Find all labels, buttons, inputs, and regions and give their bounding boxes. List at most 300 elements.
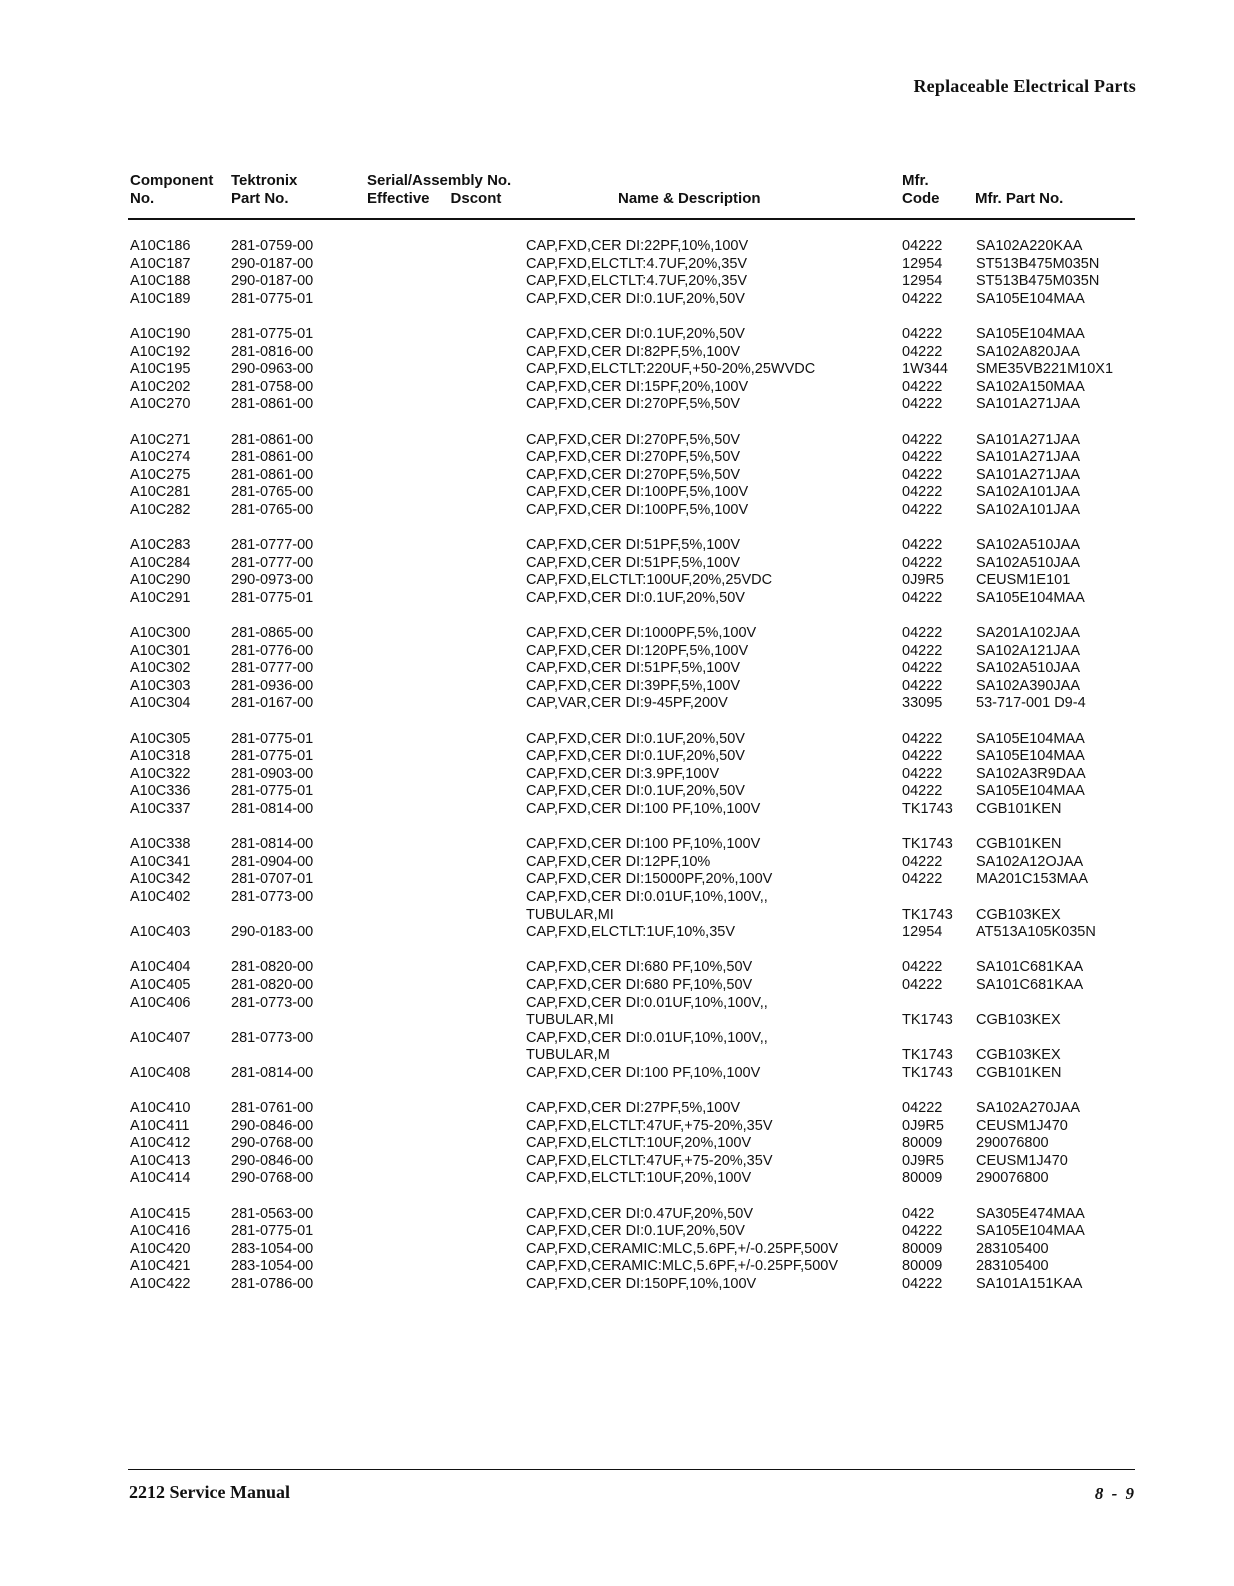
column-header-mfr-code-line2: Code [902,190,940,207]
component-number: A10C412 [130,1135,191,1152]
row-group [0,836,1234,942]
name-description: CAP,FXD,CER DI:22PF,10%,100V [526,238,749,254]
mfr-part-number: SA101A151KAA [976,1276,1083,1293]
tektronix-part-number: 283-1054-00 [231,1258,314,1275]
mfr-part-number: SA102A150MAA [976,378,1085,395]
footer-manual-title: 2212 Service Manual [129,1482,290,1502]
table-row [0,467,1234,485]
name-description: CAP,FXD,CER DI:1000PF,5%,100V [526,625,757,642]
mfr-code: 80009 [902,1170,943,1187]
name-description: CAP,FXD,ELCTLT:10UF,20%,100V [526,1170,752,1187]
table-row [0,731,1234,749]
tektronix-part-number: 281-0773-00 [231,888,314,905]
column-header-name-description: Name & Description [618,190,761,207]
name-description: CAP,FXD,CER DI:0.01UF,10%,100V,, [526,1029,768,1046]
mfr-part-number: 283105400 [976,1258,1049,1275]
mfr-code: 33095 [902,695,943,712]
table-row [0,238,1234,256]
tektronix-part-number: 281-0936-00 [231,677,314,694]
tektronix-part-number: 281-0816-00 [231,343,314,360]
tektronix-part-number: 290-0768-00 [231,1135,314,1152]
component-number: A10C303 [130,677,191,694]
tektronix-part-number: 281-0759-00 [231,238,314,254]
mfr-code: 04222 [902,871,943,888]
name-description: CAP,FXD,CER DI:270PF,5%,50V [526,449,741,466]
mfr-code: 1W344 [902,361,948,378]
mfr-part-number: 283105400 [976,1240,1049,1257]
tektronix-part-number: 281-0761-00 [231,1100,314,1117]
name-description: CAP,FXD,ELCTLT:1UF,10%,35V [526,924,735,941]
table-row [0,889,1234,907]
mfr-part-number: SA102A101JAA [976,484,1080,501]
component-number: A10C290 [130,572,191,589]
table-row [0,1170,1234,1188]
component-number: A10C413 [130,1152,191,1169]
name-description: CAP,FXD,CERAMIC:MLC,5.6PF,+/-0.25PF,500V [526,1240,839,1257]
mfr-part-number: SA101C681KAA [976,976,1084,993]
component-number: A10C301 [130,642,191,659]
mfr-code: 04222 [902,959,943,976]
component-number: A10C284 [130,554,191,571]
mfr-part-number: AT513A105K035N [976,924,1096,941]
component-number: A10C336 [130,783,191,800]
column-header-serial-line1: Serial/Assembly No. [367,172,512,189]
table-row [0,625,1234,643]
table-row [0,1276,1234,1294]
row-group [0,238,1234,308]
mfr-code: TK1743 [902,1012,953,1029]
component-number: A10C300 [130,625,191,642]
name-description: CAP,FXD,CER DI:12PF,10% [526,853,711,870]
mfr-code: 04222 [902,537,943,554]
mfr-code: 80009 [902,1135,943,1152]
name-description: CAP,FXD,CER DI:51PF,5%,100V [526,660,741,677]
mfr-part-number: CGB103KEX [976,1047,1061,1064]
mfr-code: 04222 [902,449,943,466]
table-row [0,590,1234,608]
mfr-part-number: SA102A510JAA [976,660,1080,677]
column-header-dscont: Dscont [450,190,502,207]
name-description: CAP,FXD,ELCTLT:10UF,20%,100V [526,1135,752,1152]
tektronix-part-number: 281-0775-01 [231,748,314,765]
header-rule [128,218,1135,220]
table-row [0,959,1234,977]
tektronix-part-number: 290-0768-00 [231,1170,314,1187]
tektronix-part-number: 283-1054-00 [231,1240,314,1257]
mfr-part-number: SA102A220KAA [976,238,1083,254]
table-row [0,396,1234,414]
name-description: CAP,FXD,CER DI:0.1UF,20%,50V [526,325,745,342]
mfr-code: 04222 [902,554,943,571]
tektronix-part-number: 281-0775-01 [231,730,314,747]
tektronix-part-number: 290-0846-00 [231,1152,314,1169]
name-description: CAP,FXD,CER DI:120PF,5%,100V [526,642,749,659]
name-description: CAP,FXD,CER DI:15000PF,20%,100V [526,871,773,888]
table-row [0,537,1234,555]
name-description: CAP,FXD,CER DI:100PF,5%,100V [526,501,749,518]
component-number: A10C190 [130,325,191,342]
name-description: CAP,FXD,ELCTLT:4.7UF,20%,35V [526,255,748,272]
tektronix-part-number: 281-0775-01 [231,783,314,800]
table-row [0,502,1234,520]
name-description: CAP,VAR,CER DI:9-45PF,200V [526,695,728,712]
table-row [0,783,1234,801]
mfr-code: 0J9R5 [902,1152,944,1169]
name-description: CAP,FXD,ELCTLT:100UF,20%,25VDC [526,572,773,589]
mfr-code: 04222 [902,1100,943,1117]
table-row [0,1030,1234,1048]
component-number: A10C195 [130,361,191,378]
mfr-part-number: SA101A271JAA [976,396,1080,413]
mfr-code: 04222 [902,642,943,659]
tektronix-part-number: 281-0777-00 [231,537,314,554]
tektronix-part-number: 281-0903-00 [231,765,314,782]
name-description: CAP,FXD,ELCTLT:4.7UF,20%,35V [526,273,748,290]
name-description: CAP,FXD,CER DI:150PF,10%,100V [526,1276,757,1293]
component-number: A10C422 [130,1276,191,1293]
mfr-part-number: SA105E104MAA [976,290,1085,307]
footer-rule [128,1469,1135,1470]
mfr-part-number: SA105E104MAA [976,730,1085,747]
component-number: A10C410 [130,1100,191,1117]
mfr-code: 04222 [902,396,943,413]
column-header-tektronix-line2: Part No. [231,190,289,207]
name-description: CAP,FXD,CERAMIC:MLC,5.6PF,+/-0.25PF,500V [526,1258,839,1275]
tektronix-part-number: 290-0187-00 [231,255,314,272]
mfr-code: 12954 [902,255,943,272]
mfr-code: 04222 [902,343,943,360]
table-row [0,555,1234,573]
tektronix-part-number: 281-0775-01 [231,1223,314,1240]
tektronix-part-number: 281-0820-00 [231,976,314,993]
name-description: CAP,FXD,ELCTLT:47UF,+75-20%,35V [526,1152,773,1169]
component-number: A10C189 [130,290,191,307]
column-header-mfr-code-line1: Mfr. [902,172,929,189]
tektronix-part-number: 281-0773-00 [231,1029,314,1046]
component-number: A10C275 [130,466,191,483]
name-description: CAP,FXD,CER DI:82PF,5%,100V [526,343,741,360]
mfr-code: 04222 [902,325,943,342]
mfr-part-number: SA102A270JAA [976,1100,1080,1117]
component-number: A10C305 [130,730,191,747]
component-number: A10C186 [130,238,191,254]
table-row [0,695,1234,713]
name-description: CAP,FXD,CER DI:3.9PF,100V [526,765,720,782]
table-row [0,748,1234,766]
component-number: A10C192 [130,343,191,360]
mfr-part-number: ST513B475M035N [976,273,1100,290]
name-description: CAP,FXD,CER DI:0.1UF,20%,50V [526,730,745,747]
table-row [0,572,1234,590]
table-row [0,449,1234,467]
component-number: A10C407 [130,1029,191,1046]
tektronix-part-number: 281-0775-01 [231,290,314,307]
mfr-part-number: CGB101KEN [976,1064,1062,1081]
name-description: CAP,FXD,CER DI:0.1UF,20%,50V [526,1223,745,1240]
column-header-serial [367,172,511,208]
table-row [0,1065,1234,1083]
tektronix-part-number: 281-0167-00 [231,695,314,712]
name-description: CAP,FXD,CER DI:0.01UF,10%,100V,, [526,888,768,905]
mfr-code: 12954 [902,273,943,290]
component-number: A10C188 [130,273,191,290]
mfr-part-number: SA105E104MAA [976,1223,1085,1240]
mfr-part-number: SA105E104MAA [976,748,1085,765]
component-number: A10C421 [130,1258,191,1275]
table-row [0,344,1234,362]
mfr-code: 04222 [902,466,943,483]
tektronix-part-number: 281-0814-00 [231,836,314,853]
mfr-part-number: 290076800 [976,1135,1049,1152]
name-description: CAP,FXD,CER DI:15PF,20%,100V [526,378,749,395]
row-group [0,432,1234,520]
component-number: A10C271 [130,431,191,448]
tektronix-part-number: 281-0865-00 [231,625,314,642]
column-header-tektronix-line1: Tektronix [231,172,298,189]
name-description: CAP,FXD,CER DI:100PF,5%,100V [526,484,749,501]
mfr-part-number: SA105E104MAA [976,325,1085,342]
mfr-part-number: SA102A510JAA [976,537,1080,554]
mfr-code: 04222 [902,378,943,395]
name-description: CAP,FXD,CER DI:0.1UF,20%,50V [526,589,745,606]
name-description: TUBULAR,M [526,1047,610,1064]
mfr-code: 04222 [902,484,943,501]
mfr-part-number: CGB101KEN [976,801,1062,817]
component-number: A10C341 [130,853,191,870]
table-row [0,995,1234,1013]
component-number: A10C281 [130,484,191,501]
table-row [0,871,1234,889]
name-description: CAP,FXD,CER DI:0.1UF,20%,50V [526,290,745,307]
mfr-code: 04222 [902,1276,943,1293]
mfr-part-number: CGB103KEX [976,1012,1061,1029]
mfr-code: 04222 [902,501,943,518]
name-description: CAP,FXD,ELCTLT:220UF,+50-20%,25WVDC [526,361,816,378]
mfr-code: 04222 [902,748,943,765]
column-header-serial-line2 [367,190,511,208]
name-description: CAP,FXD,CER DI:0.47UF,20%,50V [526,1205,753,1222]
component-number: A10C270 [130,396,191,413]
mfr-part-number: SA101C681KAA [976,959,1084,976]
tektronix-part-number: 281-0814-00 [231,801,314,817]
name-description: CAP,FXD,CER DI:270PF,5%,50V [526,396,741,413]
name-description: CAP,FXD,CER DI:680 PF,10%,50V [526,959,753,976]
row-group [0,625,1234,713]
mfr-part-number: CEUSM1J470 [976,1152,1068,1169]
mfr-code: 0J9R5 [902,1117,944,1134]
column-header-component [130,172,213,208]
tektronix-part-number: 281-0765-00 [231,484,314,501]
table-row [0,432,1234,450]
mfr-part-number: SME35VB221M10X1 [976,361,1114,378]
mfr-code: 04222 [902,431,943,448]
component-number: A10C342 [130,871,191,888]
tektronix-part-number: 281-0861-00 [231,466,314,483]
table-row [0,801,1234,819]
column-header-mfr-code [902,172,940,208]
table-row [0,1012,1234,1030]
table-row [0,1206,1234,1224]
mfr-part-number: SA101A271JAA [976,449,1080,466]
mfr-part-number: SA102A101JAA [976,501,1080,518]
table-row [0,1135,1234,1153]
table-row [0,1153,1234,1171]
row-group [0,1206,1234,1294]
table-row [0,1223,1234,1241]
mfr-code: TK1743 [902,906,953,923]
name-description: CAP,FXD,CER DI:270PF,5%,50V [526,431,741,448]
mfr-part-number: SA102A510JAA [976,554,1080,571]
table-row [0,1258,1234,1276]
tektronix-part-number: 281-0775-01 [231,325,314,342]
mfr-part-number: 290076800 [976,1170,1049,1187]
tektronix-part-number: 281-0773-00 [231,994,314,1011]
table-row [0,484,1234,502]
table-row [0,678,1234,696]
mfr-code: 04222 [902,660,943,677]
table-row [0,326,1234,344]
row-group [0,326,1234,414]
table-row [0,256,1234,274]
table-row [0,1047,1234,1065]
component-number: A10C187 [130,255,191,272]
name-description: CAP,FXD,CER DI:0.1UF,20%,50V [526,783,745,800]
column-header-effective: Effective [367,190,430,207]
mfr-code: 04222 [902,677,943,694]
mfr-part-number: CGB103KEX [976,906,1061,923]
mfr-part-number: CEUSM1E101 [976,572,1071,589]
tektronix-part-number: 290-0183-00 [231,924,314,941]
tektronix-part-number: 281-0777-00 [231,660,314,677]
name-description: CAP,FXD,CER DI:39PF,5%,100V [526,677,741,694]
tektronix-part-number: 281-0861-00 [231,449,314,466]
mfr-part-number: SA101A271JAA [976,431,1080,448]
table-row [0,273,1234,291]
mfr-part-number: SA101A271JAA [976,466,1080,483]
name-description: CAP,FXD,CER DI:0.01UF,10%,100V,, [526,994,768,1011]
name-description: CAP,FXD,CER DI:270PF,5%,50V [526,466,741,483]
tektronix-part-number: 290-0846-00 [231,1117,314,1134]
component-number: A10C414 [130,1170,191,1187]
mfr-code: 04222 [902,589,943,606]
tektronix-part-number: 290-0963-00 [231,361,314,378]
name-description: TUBULAR,MI [526,906,614,923]
mfr-code: TK1743 [902,1064,953,1081]
table-row [0,1100,1234,1118]
column-header-component-line1: Component [130,172,214,189]
tektronix-part-number: 290-0187-00 [231,273,314,290]
name-description: CAP,FXD,CER DI:51PF,5%,100V [526,554,741,571]
tektronix-part-number: 281-0786-00 [231,1276,314,1293]
footer-page-number: 8 - 9 [1094,1484,1136,1503]
tektronix-part-number: 281-0814-00 [231,1064,314,1081]
component-number: A10C404 [130,959,191,976]
name-description: CAP,FXD,CER DI:27PF,5%,100V [526,1100,741,1117]
mfr-part-number: SA102A3R9DAA [976,765,1086,782]
component-number: A10C411 [130,1117,190,1134]
table-row [0,660,1234,678]
component-number: A10C405 [130,976,191,993]
tektronix-part-number: 281-0707-01 [231,871,314,888]
mfr-part-number: 53-717-001 D9-4 [976,695,1086,712]
table-row [0,643,1234,661]
mfr-code: TK1743 [902,801,953,817]
component-number: A10C274 [130,449,191,466]
table-row [0,907,1234,925]
mfr-code: TK1743 [902,1047,953,1064]
mfr-part-number: ST513B475M035N [976,255,1100,272]
mfr-part-number: MA201C153MAA [976,871,1089,888]
component-number: A10C415 [130,1205,191,1222]
mfr-code: 04222 [902,290,943,307]
mfr-part-number: SA305E474MAA [976,1205,1085,1222]
name-description: CAP,FXD,CER DI:51PF,5%,100V [526,537,741,554]
name-description: CAP,FXD,CER DI:100 PF,10%,100V [526,801,761,817]
mfr-code: 12954 [902,924,943,941]
name-description: CAP,FXD,ELCTLT:47UF,+75-20%,35V [526,1117,773,1134]
table-row [0,766,1234,784]
table-row [0,924,1234,942]
table-row [0,291,1234,309]
mfr-part-number: CEUSM1J470 [976,1117,1068,1134]
component-number: A10C338 [130,836,191,853]
component-number: A10C304 [130,695,191,712]
row-group [0,1100,1234,1188]
name-description: CAP,FXD,CER DI:100 PF,10%,100V [526,1064,761,1081]
tektronix-part-number: 281-0777-00 [231,554,314,571]
tektronix-part-number: 281-0563-00 [231,1205,314,1222]
mfr-code: 0422 [902,1205,935,1222]
column-header-tektronix [231,172,297,208]
component-number: A10C337 [130,801,191,817]
mfr-part-number: SA102A12OJAA [976,853,1084,870]
tektronix-part-number: 281-0904-00 [231,853,314,870]
row-group [0,959,1234,1082]
mfr-code: 04222 [902,625,943,642]
name-description: CAP,FXD,CER DI:0.1UF,20%,50V [526,748,745,765]
mfr-code: 04222 [902,238,943,254]
mfr-part-number: SA105E104MAA [976,783,1085,800]
mfr-part-number: SA102A820JAA [976,343,1080,360]
component-number: A10C283 [130,537,191,554]
table-row [0,1241,1234,1259]
tektronix-part-number: 281-0758-00 [231,378,314,395]
row-group [0,731,1234,819]
name-description: CAP,FXD,CER DI:680 PF,10%,50V [526,976,753,993]
table-row [0,977,1234,995]
component-number: A10C406 [130,994,191,1011]
row-group [0,537,1234,607]
parts-table [0,238,1234,1311]
mfr-part-number: SA105E104MAA [976,589,1085,606]
table-row [0,836,1234,854]
component-number: A10C318 [130,748,191,765]
mfr-code: 04222 [902,853,943,870]
mfr-code: 0J9R5 [902,572,944,589]
tektronix-part-number: 281-0820-00 [231,959,314,976]
tektronix-part-number: 281-0776-00 [231,642,314,659]
component-number: A10C420 [130,1240,191,1257]
table-row [0,379,1234,397]
mfr-code: 04222 [902,976,943,993]
mfr-code: 04222 [902,1223,943,1240]
mfr-code: 80009 [902,1240,943,1257]
component-number: A10C291 [130,589,191,606]
component-number: A10C416 [130,1223,191,1240]
tektronix-part-number: 281-0765-00 [231,501,314,518]
mfr-code: 04222 [902,783,943,800]
name-description: CAP,FXD,CER DI:100 PF,10%,100V [526,836,761,853]
